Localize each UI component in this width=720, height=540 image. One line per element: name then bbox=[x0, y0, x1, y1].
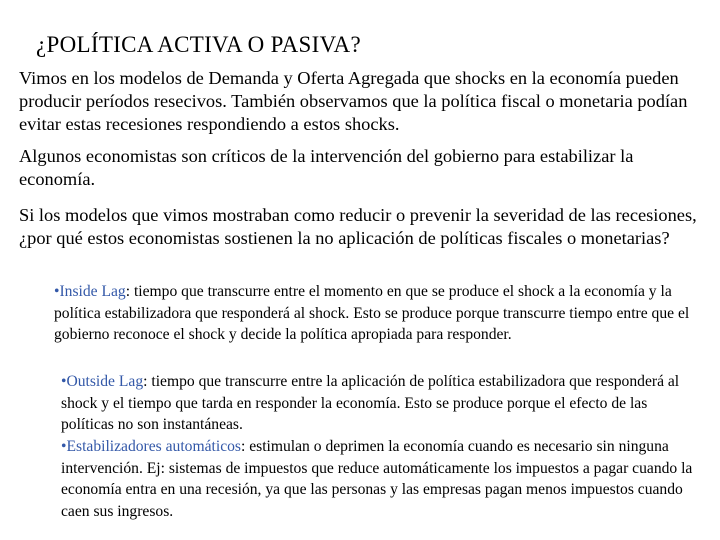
paragraph-shocks: Vimos en los modelos de Demanda y Oferta Agregada que shocks en la economía pueden producir períodos resecivos. También observamos que la política fiscal o monetaria podían evitar estas recesiones respondiendo a estos shocks. bbox=[19, 68, 688, 134]
bullet-text: : tiempo que transcurre entre la aplicación de política estabilizadora que responderá al shock y el tiempo que tarda en responder la economía. Esto se produce porque el efecto de las políticas no son instantáneas. bbox=[61, 373, 680, 433]
bullet-text: : estimulan o deprimen la economía cuando es necesario sin ninguna intervención. Ej: sistemas de impuestos que reduce automáticamente los impuestos a pagar cuando la economía entra en una recesión, ya que las personas y las empresas pagan menos impuestos cuando caen sus ingresos. bbox=[61, 438, 693, 520]
paragraph-question: Si los modelos que vimos mostraban como reducir o prevenir la severidad de las recesiones, ¿por qué estos economistas sostienen la no aplicación de políticas fiscales o monetarias? bbox=[19, 205, 697, 248]
bullet-inside-lag bbox=[54, 281, 704, 346]
term-outside-lag: Outside Lag bbox=[66, 373, 144, 390]
bullet-marker: • bbox=[61, 373, 67, 390]
bullet-text: : tiempo que transcurre entre el momento en que se produce el shock a la economía y la política estabilizadora que responderá al shock. Esto se produce porque transcurre tiempo entre que el gobierno reconoce el shock y decide la política apropiada para responder. bbox=[54, 283, 690, 343]
paragraph-critics: Algunos economistas son críticos de la intervención del gobierno para estabilizar la economía. bbox=[19, 146, 634, 189]
bullet-marker: • bbox=[54, 283, 60, 300]
page-title: ¿POLÍTICA ACTIVA O PASIVA? bbox=[36, 32, 361, 57]
term-automatic-stabilizers: Estabilizadores automáticos bbox=[66, 438, 241, 455]
bullet-automatic-stabilizers bbox=[61, 436, 701, 522]
term-inside-lag: Inside Lag bbox=[59, 283, 126, 300]
bullet-marker: • bbox=[61, 438, 67, 455]
bullet-outside-lag bbox=[61, 371, 701, 436]
